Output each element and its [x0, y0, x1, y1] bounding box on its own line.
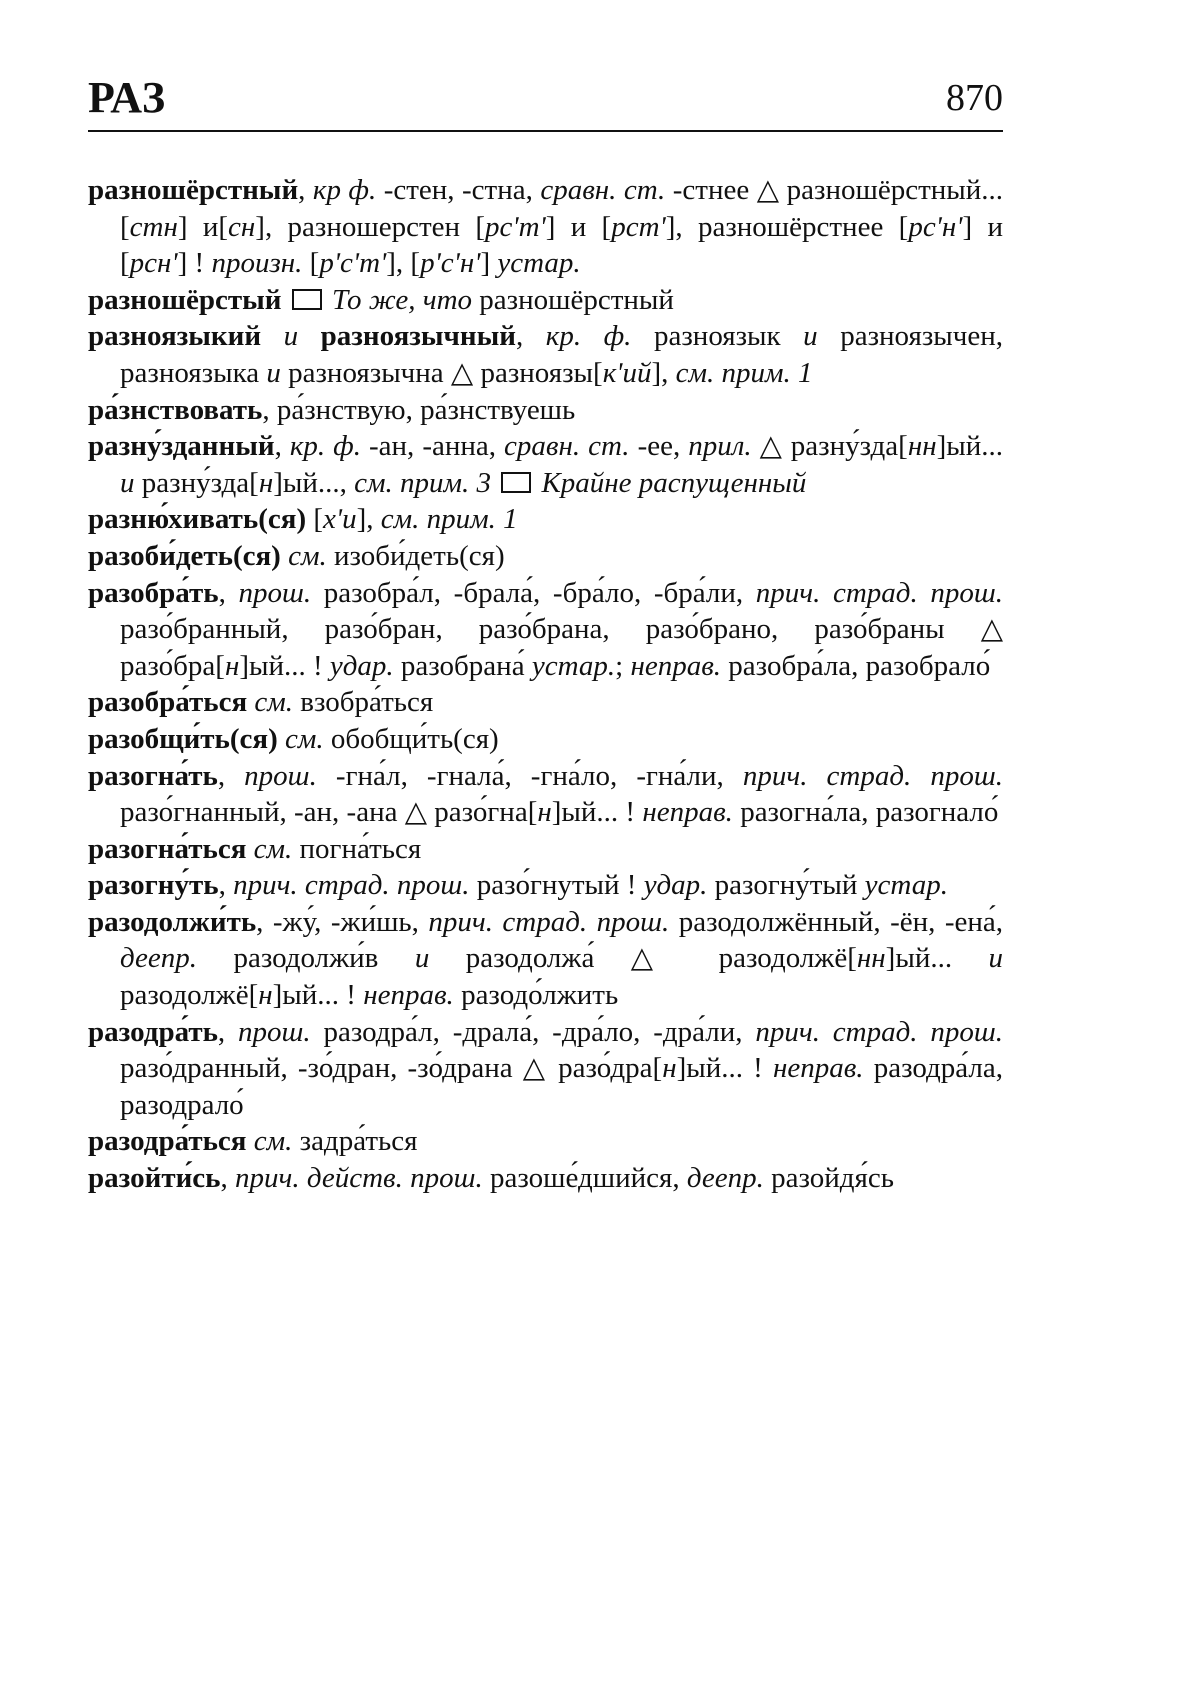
grammar-note: см. прим. 3	[354, 466, 492, 499]
entry-text: разобрана́	[393, 649, 532, 682]
entry-text: [	[302, 247, 320, 280]
grammar-note: неправ.	[772, 1052, 864, 1085]
entry-text	[298, 320, 321, 352]
grammar-note: деепр.	[120, 942, 198, 975]
entry-text	[281, 284, 288, 316]
entry-list	[88, 172, 1003, 1197]
entry-text: ]ый... !	[676, 1052, 773, 1085]
entry-text: ]	[480, 247, 498, 280]
grammar-note: н	[258, 979, 273, 1012]
entry-headword: разоби́деть(ся)	[88, 539, 281, 572]
entry-text: ]ый...,	[273, 466, 355, 499]
entry-text: разодра́л, -драла́, -дра́ло, -дра́ли,	[310, 1015, 756, 1048]
entry-text: разоше́дшийся,	[482, 1162, 687, 1195]
entry-headword: разню́хивать(ся)	[88, 503, 307, 536]
entry-headword: разну́зданный	[88, 430, 275, 463]
entry-text: ,	[218, 869, 234, 902]
entry-text: обобщи́ть(ся)	[323, 722, 499, 755]
entry-text: погна́ться	[292, 832, 422, 865]
entry-text: разну́зда[	[134, 466, 259, 499]
grammar-note: устар.	[531, 649, 616, 682]
entry-text: разойдя́сь	[763, 1162, 894, 1195]
grammar-note: рснʹ	[129, 247, 178, 280]
entry-text: ], [	[386, 247, 421, 280]
entry-headword: разодра́ть	[88, 1015, 218, 1048]
grammar-note: прош.	[244, 759, 317, 792]
grammar-note: неправ.	[363, 979, 454, 1012]
entry-text: разноязык	[631, 320, 804, 353]
grammar-note: стн	[129, 210, 178, 243]
grammar-note: рсʹнʹ	[908, 210, 963, 243]
entry-text: △ разну́зда[	[751, 430, 908, 463]
grammar-note: см.	[253, 832, 293, 865]
entry-text: разо́дранный, -зо́дран, -зо́драна △ разо́дра[	[120, 1052, 663, 1085]
entry-text: ]ый... !	[239, 649, 330, 682]
entry-text: ]ый...	[885, 942, 989, 975]
grammar-note: То же, что	[331, 283, 473, 316]
dictionary-entry	[88, 1014, 1003, 1124]
entry-text	[281, 540, 288, 572]
grammar-note: неправ.	[630, 649, 722, 682]
entry-text: разогна́ла, разогнало́	[732, 796, 999, 829]
grammar-note: и	[266, 356, 281, 389]
grammar-note: прич. страд. прош.	[742, 759, 1003, 792]
grammar-note: прич. страд. прош.	[755, 1015, 1003, 1048]
entry-text: ,	[220, 1162, 235, 1195]
definition-marker-icon	[501, 472, 531, 493]
entry-text: ,	[274, 430, 290, 463]
grammar-note: прош.	[238, 576, 312, 609]
entry-text	[246, 1125, 253, 1157]
grammar-note: см.	[253, 1125, 293, 1158]
entry-text: ] и [	[120, 210, 1003, 280]
entry-text	[325, 284, 332, 316]
entry-text: -стен, -стна,	[376, 174, 541, 206]
dictionary-entry	[88, 538, 1003, 575]
dictionary-entry	[88, 758, 1003, 831]
entry-text: ,	[515, 320, 546, 353]
grammar-note: кр. ф.	[545, 320, 632, 353]
entry-text: разношёрстный	[472, 283, 674, 316]
dictionary-entry	[88, 575, 1003, 685]
grammar-note: прил.	[688, 430, 752, 463]
entry-text: ], разношерстен [	[255, 210, 485, 243]
grammar-note: прич. действ. прош.	[234, 1162, 483, 1195]
dictionary-entry	[88, 1123, 1003, 1160]
grammar-note: см.	[254, 686, 294, 719]
header-rule	[88, 130, 1003, 132]
dictionary-entry	[88, 1160, 1003, 1197]
entry-text: ] !	[177, 247, 212, 280]
entry-text: -ее,	[629, 430, 689, 463]
entry-text: ;	[615, 649, 631, 682]
entry-headword: разодра́ться	[88, 1125, 247, 1158]
dictionary-entry	[88, 282, 1003, 319]
grammar-note: н	[258, 466, 274, 499]
entry-text: разодо́лжить	[453, 979, 619, 1012]
grammar-note: Крайне распущенный	[541, 466, 807, 499]
entry-text	[261, 320, 284, 352]
grammar-note: кʹий	[602, 356, 652, 389]
grammar-note: см. прим. 1	[675, 356, 813, 389]
entry-text: взобра́ться	[293, 686, 434, 719]
entry-text: разодолжи́в	[197, 942, 415, 975]
entry-text: , ра́знствую, ра́знствуешь	[262, 393, 576, 426]
grammar-note: см. прим. 1	[380, 503, 518, 536]
entry-text: разодолжённый, -ён, -ена́,	[669, 905, 1003, 938]
grammar-note: деепр.	[686, 1162, 764, 1195]
grammar-note: н	[224, 649, 240, 682]
entry-variant: разноязычный	[320, 320, 516, 353]
entry-headword: разогну́ть	[88, 869, 219, 902]
grammar-note: прич. страд. прош.	[755, 576, 1004, 609]
grammar-note: произн.	[211, 247, 303, 280]
grammar-note: сравн. ст.	[540, 174, 666, 206]
entry-text: -стнее △ разношёрстный... [	[120, 174, 1004, 243]
grammar-note: прич. страд. прош.	[428, 905, 670, 938]
entry-text: , -жу́, -жи́шь,	[256, 905, 429, 938]
dictionary-entry	[88, 684, 1003, 721]
grammar-note: рʹсʹнʹ	[420, 247, 481, 280]
dictionary-entry	[88, 904, 1003, 1014]
entry-text: ,	[218, 576, 239, 609]
entry-text: ], разношёрстнее [	[665, 210, 909, 243]
entry-text	[491, 467, 498, 499]
entry-text: -гна́л, -гнала́, -гна́ло, -гна́ли,	[316, 759, 743, 792]
entry-text: изоби́деть(ся)	[326, 539, 505, 572]
entry-headword: разобра́ться	[88, 686, 248, 719]
entry-text: разодолжа́ △ разодолжё[	[429, 942, 857, 975]
grammar-note: сн	[228, 210, 256, 243]
entry-headword: разодолжи́ть	[88, 905, 257, 938]
entry-headword: разобра́ть	[88, 576, 219, 609]
dictionary-page	[88, 0, 1004, 1195]
grammar-note: и	[414, 942, 430, 975]
dictionary-entry	[88, 721, 1003, 758]
entry-text: разноязычен, разноязыка	[120, 320, 1004, 389]
entry-headword: разношёрстный	[88, 174, 299, 206]
entry-headword: разобщи́ть(ся)	[88, 722, 278, 755]
grammar-note: кр. ф.	[289, 430, 361, 463]
entry-headword: разноязыкий	[88, 320, 262, 353]
grammar-note: удар.	[643, 869, 708, 902]
dictionary-entry	[88, 172, 1003, 282]
grammar-note: удар.	[329, 649, 394, 682]
grammar-note: и	[803, 320, 818, 353]
dictionary-entry	[88, 831, 1003, 868]
entry-text: задра́ться	[292, 1125, 418, 1158]
grammar-note: и	[120, 466, 135, 499]
entry-text: разо́гнанный, -ан, -ана △ разо́гна[	[120, 796, 538, 829]
grammar-note: неправ.	[642, 796, 733, 829]
entry-text: ] и[	[177, 210, 229, 243]
entry-text: ],	[651, 356, 676, 389]
entry-text: ,	[217, 1015, 238, 1048]
entry-text: разодра́ла, разодрало́	[120, 1052, 1003, 1121]
entry-headword: разойти́сь	[88, 1162, 221, 1195]
dictionary-entry	[88, 428, 1003, 501]
grammar-note: устар.	[497, 247, 581, 280]
entry-text: ,	[217, 759, 245, 792]
grammar-note: кр ф.	[312, 174, 377, 206]
entry-text: [	[306, 503, 324, 536]
grammar-note: и	[988, 942, 1004, 975]
running-head: РАЗ	[88, 73, 167, 122]
grammar-note: нн	[907, 430, 937, 463]
entry-headword: ра́знствовать	[88, 393, 263, 426]
entry-text: разноязычна △ разноязы[	[280, 356, 603, 389]
entry-text: разо́гнутый !	[469, 869, 644, 902]
entry-text: -ан, -анна,	[361, 430, 505, 463]
entry-text: разодолжё[	[120, 979, 259, 1012]
dictionary-entry	[88, 392, 1003, 429]
grammar-note: сравн. ст.	[504, 430, 630, 463]
entry-text: ]ый... !	[272, 979, 364, 1012]
entry-headword: разношёрстый	[88, 283, 282, 316]
entry-text	[246, 833, 253, 865]
entry-text: разобра́л, -брала́, -бра́ло, -бра́ли,	[311, 576, 756, 609]
grammar-note: и	[283, 320, 299, 353]
grammar-note: прош.	[237, 1015, 311, 1048]
entry-text: ] и [	[545, 210, 612, 243]
dictionary-entry	[88, 318, 1003, 391]
entry-text	[534, 467, 541, 499]
entry-headword: разогна́ть	[88, 759, 218, 792]
entry-headword: разогна́ться	[88, 832, 247, 865]
entry-text: ],	[356, 503, 381, 536]
page-header	[88, 0, 1003, 136]
dictionary-entry	[88, 867, 1003, 904]
grammar-note: прич. страд. прош.	[233, 869, 470, 902]
grammar-note: н	[662, 1052, 677, 1085]
page-number: 870	[946, 77, 1003, 119]
definition-marker-icon	[292, 289, 322, 310]
entry-text: разобра́ла, разобрало́	[721, 649, 991, 682]
grammar-note: нн	[856, 942, 886, 975]
grammar-note: рсʹтʹ	[485, 210, 546, 243]
grammar-note: устар.	[864, 869, 948, 902]
entry-text: ,	[298, 174, 313, 206]
entry-text	[278, 723, 285, 755]
grammar-note: н	[537, 796, 552, 829]
dictionary-entry	[88, 501, 1003, 538]
entry-text: разо́бранный, разо́бран, разо́брана, разо́брано, разо́браны △ разо́бра[	[120, 613, 1003, 682]
grammar-note: рстʹ	[611, 210, 666, 243]
entry-text: разогну́тый	[707, 869, 865, 902]
grammar-note: хʹи	[323, 503, 357, 536]
entry-text: ]ый...	[936, 430, 1004, 463]
grammar-note: см.	[285, 722, 324, 755]
grammar-note: рʹсʹтʹ	[319, 247, 387, 280]
entry-text: ]ый... !	[551, 796, 643, 829]
grammar-note: см.	[288, 539, 327, 572]
